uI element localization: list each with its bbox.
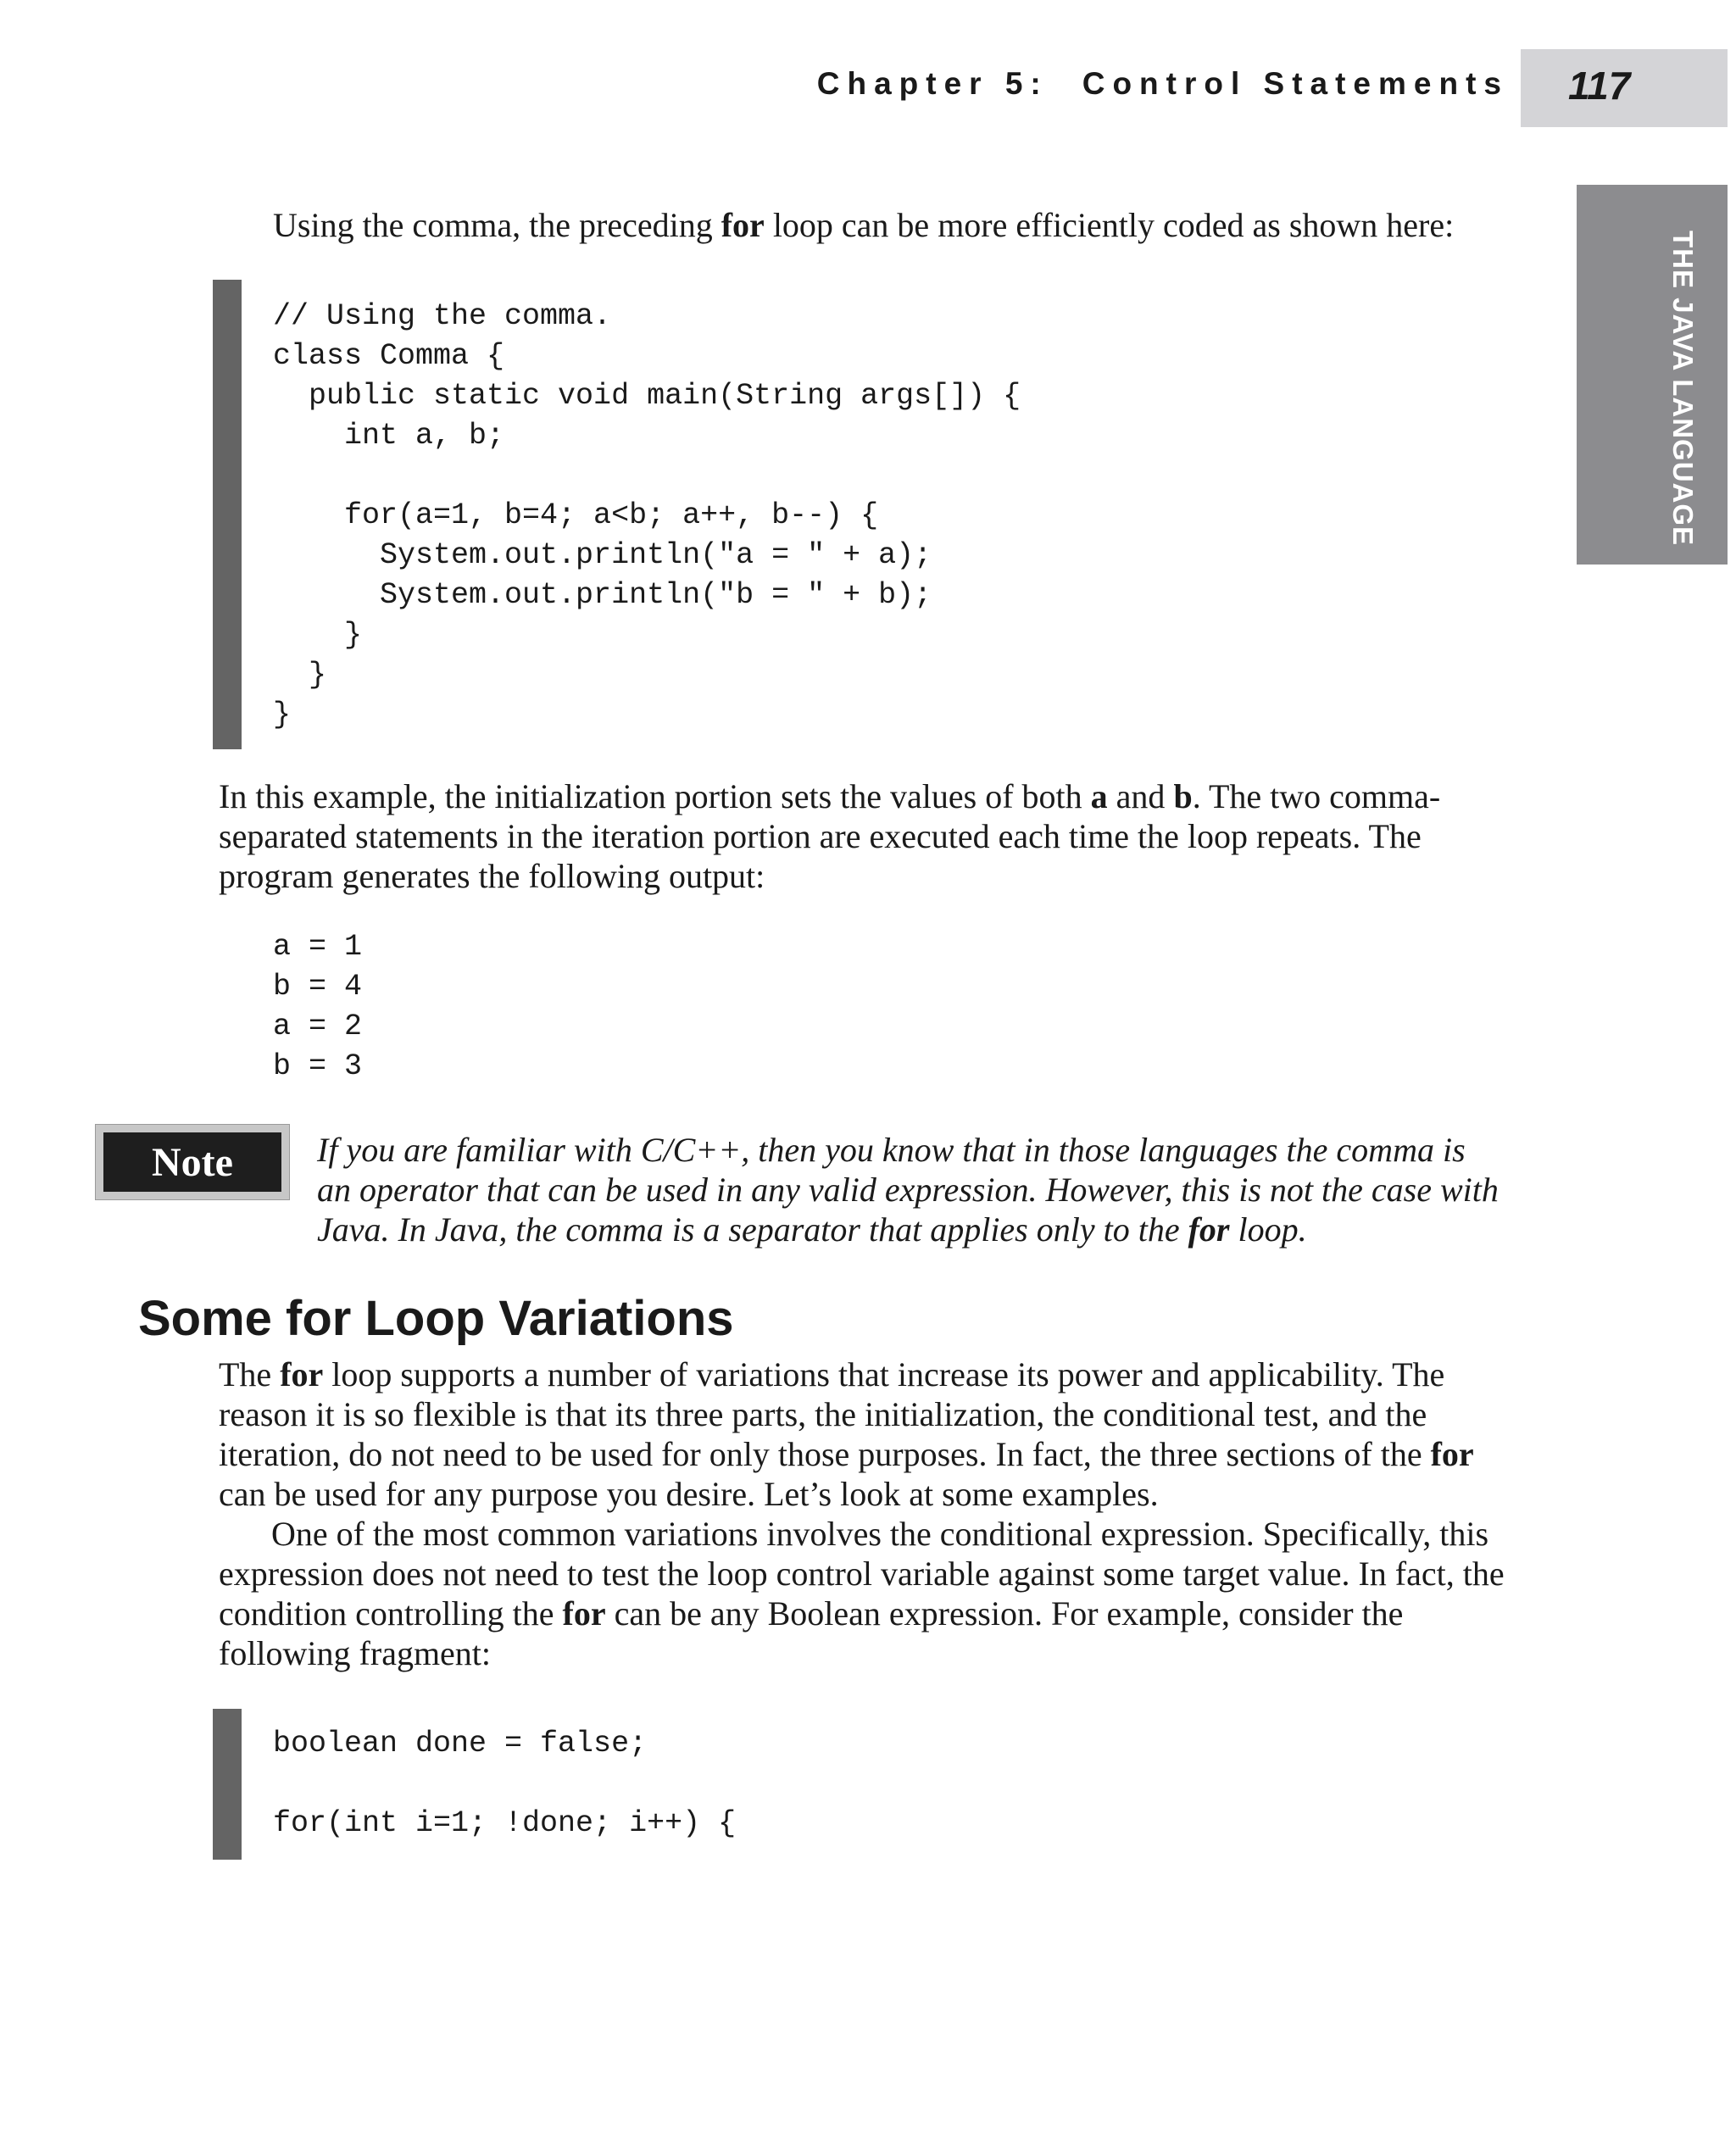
output-line: b = 4 [273, 970, 363, 1004]
body-paragraph: The for loop supports a number of variations that increase its power and applicability. The reason it is so flexible is that its three parts, the initialization, the conditional test, and the iteration, do not need to be used for only those purposes. In fact, the three sections of the for can be used for any purpose you desire. Let’s look at some examples. [219, 1355, 1474, 1513]
code-listing-bar [213, 280, 242, 749]
chapter-number: Chapter 5: [816, 66, 1049, 101]
side-tab-label: THE JAVA LANGUAGE [1667, 231, 1699, 547]
output-line: a = 1 [273, 930, 363, 964]
running-head [763, 66, 1509, 102]
intro-paragraph: Using the comma, the preceding for loop can be more efficiently coded as shown here: [273, 206, 1455, 244]
code-line: // Using the comma. [273, 299, 612, 333]
code-line: int a, b; [273, 419, 505, 453]
code-listing-bar [213, 1709, 242, 1860]
code-line: for(a=1, b=4; a<b; a++, b--) { [273, 498, 879, 532]
code-line [273, 1764, 736, 1804]
output-line: b = 3 [273, 1049, 363, 1083]
page-number: 117 [1568, 64, 1631, 108]
chapter-title: Control Statements [1082, 66, 1509, 101]
code-line: boolean done = false; [273, 1727, 648, 1761]
note-badge [95, 1124, 290, 1200]
code-line: public static void main(String args[]) { [273, 379, 1021, 413]
program-output [273, 927, 362, 1087]
body-paragraph: One of the most common variations involves the conditional expression. Specifically, this expression does not need to test the loop control variable against some target value. In fact, the condition controlling the for can be any Boolean expression. For example, consider the following fragment: [219, 1515, 1505, 1672]
section-heading: Some for Loop Variations [138, 1291, 734, 1346]
code-line [273, 456, 1021, 496]
code-line: } [273, 658, 327, 692]
note-label: Note [152, 1139, 233, 1185]
code-line: } [273, 618, 363, 652]
code-line: System.out.println("a = " + a); [273, 538, 932, 572]
note-text: If you are familiar with C/C++, then you know that in those languages the comma is an operator that can be used in any valid expression. However, this is not the case with Java. In Java, the comma is a separator that applies only to the for loop. [317, 1131, 1499, 1249]
explanation-paragraph: In this example, the initialization portion sets the values of both a and b. The two comma-separated statements in the iteration portion are executed each time the loop repeats. The program generates the following output: [219, 777, 1441, 895]
code-line: System.out.println("b = " + b); [273, 578, 932, 612]
code-listing-comma [273, 297, 1021, 735]
output-line: a = 2 [273, 1010, 363, 1043]
keyword-for: for [721, 206, 765, 244]
code-line: } [273, 698, 292, 731]
page-number-tab [1521, 49, 1728, 127]
section-side-tab [1577, 185, 1728, 565]
code-listing-fragment [273, 1724, 736, 1844]
code-line: for(int i=1; !done; i++) { [273, 1806, 737, 1840]
code-line: class Comma { [273, 339, 505, 373]
